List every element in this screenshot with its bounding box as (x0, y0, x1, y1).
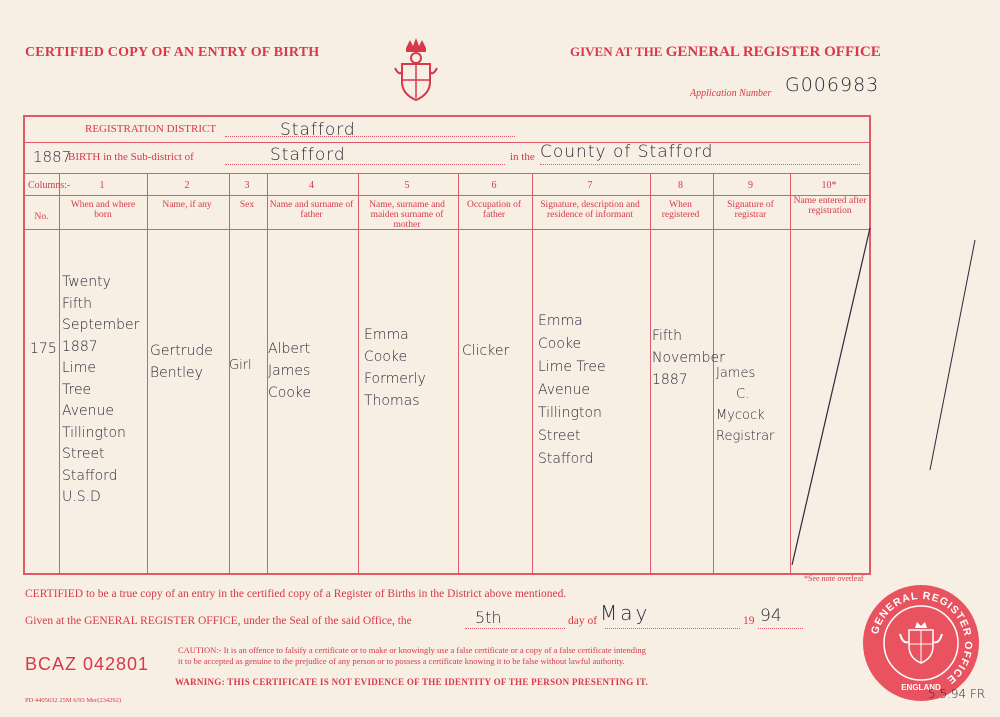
column-number-2: 2 (184, 180, 190, 191)
seal-bottom-text: ENGLAND (901, 683, 941, 692)
entry-informant (538, 310, 606, 471)
column-number-5: 5 (404, 180, 410, 191)
subdistrict-value: Stafford (270, 145, 346, 165)
column-number-3: 3 (244, 180, 250, 191)
year-dotted-line (758, 628, 803, 629)
header-registrar: Signature of registrar (727, 200, 774, 220)
column-number-4: 4 (309, 180, 314, 191)
informant-line: Street (538, 428, 581, 444)
born-line: Lime (62, 360, 96, 376)
royal-crest-icon (393, 36, 439, 102)
county-dotted-line (540, 164, 860, 165)
born-line: 1887 (62, 338, 98, 355)
note-overleaf: *See note overleaf (804, 574, 864, 583)
year-prefix: 19 (743, 615, 755, 627)
header-when-registered: When registered (661, 200, 700, 220)
entry-occupation: Clicker (462, 343, 510, 359)
father-line: Cooke (268, 385, 312, 401)
born-line: Avenue (62, 403, 115, 419)
registered-line: November (652, 350, 725, 366)
certificate-title: CERTIFIED COPY OF AN ENTRY OF BIRTH (25, 45, 320, 60)
father-line: Albert (268, 341, 311, 357)
district-dotted-line (225, 136, 515, 137)
column-number-1: 1 (99, 180, 105, 191)
born-line: Tillington (62, 424, 126, 441)
header-father: Name and surname of father (269, 200, 354, 220)
column-divider (59, 173, 60, 573)
born-line: Tree (62, 381, 92, 398)
column-divider (650, 173, 651, 573)
informant-line: Emma (538, 313, 583, 329)
issuing-office (570, 44, 881, 61)
application-number: G006983 (785, 74, 880, 96)
informant-line: Cooke (538, 336, 582, 352)
general-register-office-seal (862, 584, 980, 702)
column-divider (358, 173, 359, 573)
day-dotted-line (465, 628, 565, 629)
column-number-7: 7 (587, 180, 593, 191)
column-divider (532, 173, 533, 573)
registration-district-value: Stafford (280, 120, 356, 140)
entry-when-registered (652, 325, 725, 391)
born-line: U.S.D (62, 489, 101, 505)
entry-when-where-born (62, 272, 139, 509)
registered-line: Fifth (652, 328, 682, 344)
issuing-office-name: GENERAL REGISTER OFFICE (665, 44, 881, 60)
column-number-6: 6 (491, 180, 497, 191)
caution-line: CAUTION:- It is an offence to falsify a certificate or to make or knowingly use a false certificate or a copy of a false certificate intending (178, 645, 646, 655)
seal-ring-text: GENERAL REGISTER OFFICE (868, 589, 975, 687)
print-code: PD 4405632 25M 6/93 Mer(234292) (25, 697, 122, 704)
registered-line: 1887 (652, 372, 688, 388)
month-dotted-line (605, 628, 740, 629)
informant-line: Stafford (538, 451, 594, 467)
row-divider (25, 173, 869, 174)
given-statement: Given at the GENERAL REGISTER OFFICE, under the Seal of the said Office, the (25, 615, 412, 627)
issuing-office-prefix: GIVEN AT THE (570, 44, 663, 59)
county-value: County of Stafford (540, 142, 714, 162)
column-number-9: 9 (748, 180, 753, 191)
registrar-line: Registrar (716, 429, 775, 444)
born-line: Street (62, 446, 105, 462)
entry-sex: Girl (229, 358, 252, 373)
informant-line: Avenue (538, 382, 591, 398)
day-of-label: day of (568, 615, 598, 627)
void-strike-lines (780, 220, 980, 580)
entry-mother (364, 324, 426, 412)
entry-father (268, 338, 311, 404)
born-line: Stafford (62, 467, 118, 484)
header-when-where-born: When and where born (70, 200, 136, 220)
identity-warning: WARNING: THIS CERTIFICATE IS NOT EVIDENCE OF THE IDENTITY OF THE PERSON PRESENTING IT. (175, 677, 649, 687)
mother-line: Cooke (364, 349, 408, 365)
header-occupation: Occupation of father (466, 200, 522, 220)
born-line: Fifth (62, 295, 92, 312)
born-line: September (62, 317, 140, 333)
child-name-line: Gertrude (150, 343, 213, 359)
in-the-label: in the (510, 151, 535, 163)
caution-line: it to be accepted as genuine to the prejudice of any person or to possess a certificate knowing it to be false without lawful authority. (178, 656, 625, 666)
registrar-line: Mycock (716, 408, 765, 423)
row-divider (25, 195, 869, 196)
certified-statement: CERTIFIED to be a true copy of an entry in the certified copy of a Register of Births in the District above mentioned. (25, 588, 567, 600)
caution-notice (178, 645, 738, 667)
informant-line: Tillington (538, 405, 602, 421)
month-value: May (600, 601, 651, 625)
columns-label: Columns:- (28, 180, 71, 191)
registration-district-label: REGISTRATION DISTRICT (85, 123, 217, 135)
day-value: 5th (475, 608, 502, 627)
header-name: Name, if any (162, 200, 212, 210)
application-number-label: Application Number (690, 88, 772, 99)
header-mother: Name, surname and maiden surname of mother (369, 200, 445, 230)
column-number-8: 8 (678, 180, 683, 191)
registration-year: 1887 (33, 148, 72, 166)
column-divider (229, 173, 230, 573)
born-line: Twenty (62, 274, 111, 290)
entry-registrar (716, 363, 774, 447)
subdistrict-dotted-line (225, 164, 505, 165)
mother-line: Emma (364, 327, 409, 343)
registrar-line: James (716, 366, 756, 381)
header-sex: Sex (239, 200, 255, 210)
header-no: No. (34, 212, 49, 222)
column-divider (458, 173, 459, 573)
entry-number: 175 (30, 341, 57, 357)
informant-line: Lime Tree (538, 359, 606, 375)
mother-line: Formerly (364, 371, 426, 387)
clerk-initials: 5.5.94 FR (928, 687, 986, 701)
certificate-serial-number: BCAZ 042801 (25, 654, 150, 674)
birth-subdistrict-label: BIRTH in the Sub-district of (68, 151, 194, 163)
header-name-after-registration: Name entered after registration (793, 196, 867, 216)
registrar-line: C. (736, 387, 750, 402)
row-divider (25, 142, 869, 143)
header-informant: Signature, description and residence of informant (540, 200, 640, 220)
child-name-line: Bentley (150, 365, 203, 381)
year-value: 94 (760, 606, 782, 626)
column-number-10: 10* (821, 180, 837, 191)
father-line: James (268, 363, 311, 379)
mother-line: Thomas (364, 393, 420, 409)
column-divider (147, 173, 148, 573)
entry-child-name (150, 340, 213, 384)
